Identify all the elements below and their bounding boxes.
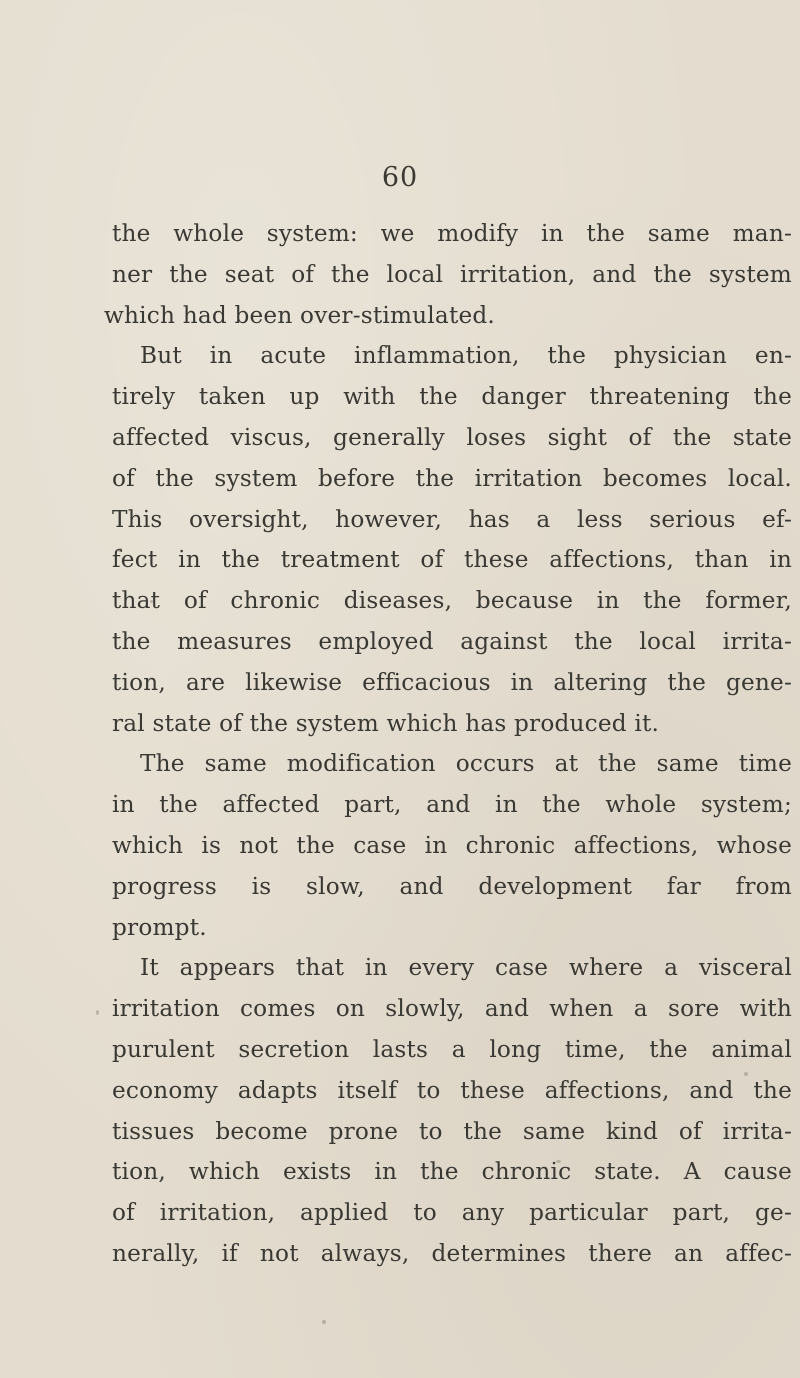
text-line: which had been over-stimulated. — [104, 301, 496, 329]
paper-speck — [322, 1320, 326, 1324]
text-line: ner the seat of the local irritation, and the system — [112, 260, 792, 288]
text-line: ral state of the system which has produced it. — [112, 709, 660, 737]
text-line: This oversight, however, has a less serious ef- — [112, 505, 792, 533]
text-line: economy adapts itself to these affections, and the — [112, 1076, 792, 1104]
text-line: purulent secretion lasts a long time, the animal — [112, 1035, 792, 1063]
text-line: irritation comes on slowly, and when a sore with — [112, 995, 792, 1023]
text-line: tion, are likewise efficacious in altering the gene- — [112, 668, 792, 696]
text-line: which is not the case in chronic affections, whose — [112, 831, 792, 859]
text-line: tion, which exists in the chronic state. A cause — [112, 1158, 792, 1186]
text-line: in the affected part, and in the whole system; — [112, 791, 792, 819]
text-line: of the system before the irritation becomes local. — [112, 464, 792, 492]
paragraph-start-line: It appears that in every case where a visceral — [140, 954, 792, 982]
text-line: tissues become prone to the same kind of irrita- — [112, 1117, 792, 1145]
text-line: progress is slow, and development far from — [112, 872, 792, 900]
paragraph-start-line: But in acute inflammation, the physician en- — [140, 342, 792, 370]
text-line: prompt. — [112, 913, 207, 941]
body-text — [104, 214, 792, 1275]
text-line: tirely taken up with the danger threatening the — [112, 383, 792, 411]
paper-speck — [96, 1010, 99, 1015]
text-line: affected viscus, generally loses sight of the state — [112, 423, 792, 451]
text-line: fect in the treatment of these affections, than in — [112, 546, 792, 574]
paragraph-start-line: The same modification occurs at the same time — [140, 750, 792, 778]
text-line: nerally, if not always, determines there an affec- — [112, 1239, 792, 1267]
text-line: of irritation, applied to any particular part, ge- — [112, 1199, 792, 1227]
text-line: that of chronic diseases, because in the former, — [112, 587, 792, 615]
text-line: the measures employed against the local irrita- — [112, 627, 792, 655]
text-line: the whole system: we modify in the same man- — [112, 220, 792, 247]
page-number: 60 — [381, 162, 419, 193]
